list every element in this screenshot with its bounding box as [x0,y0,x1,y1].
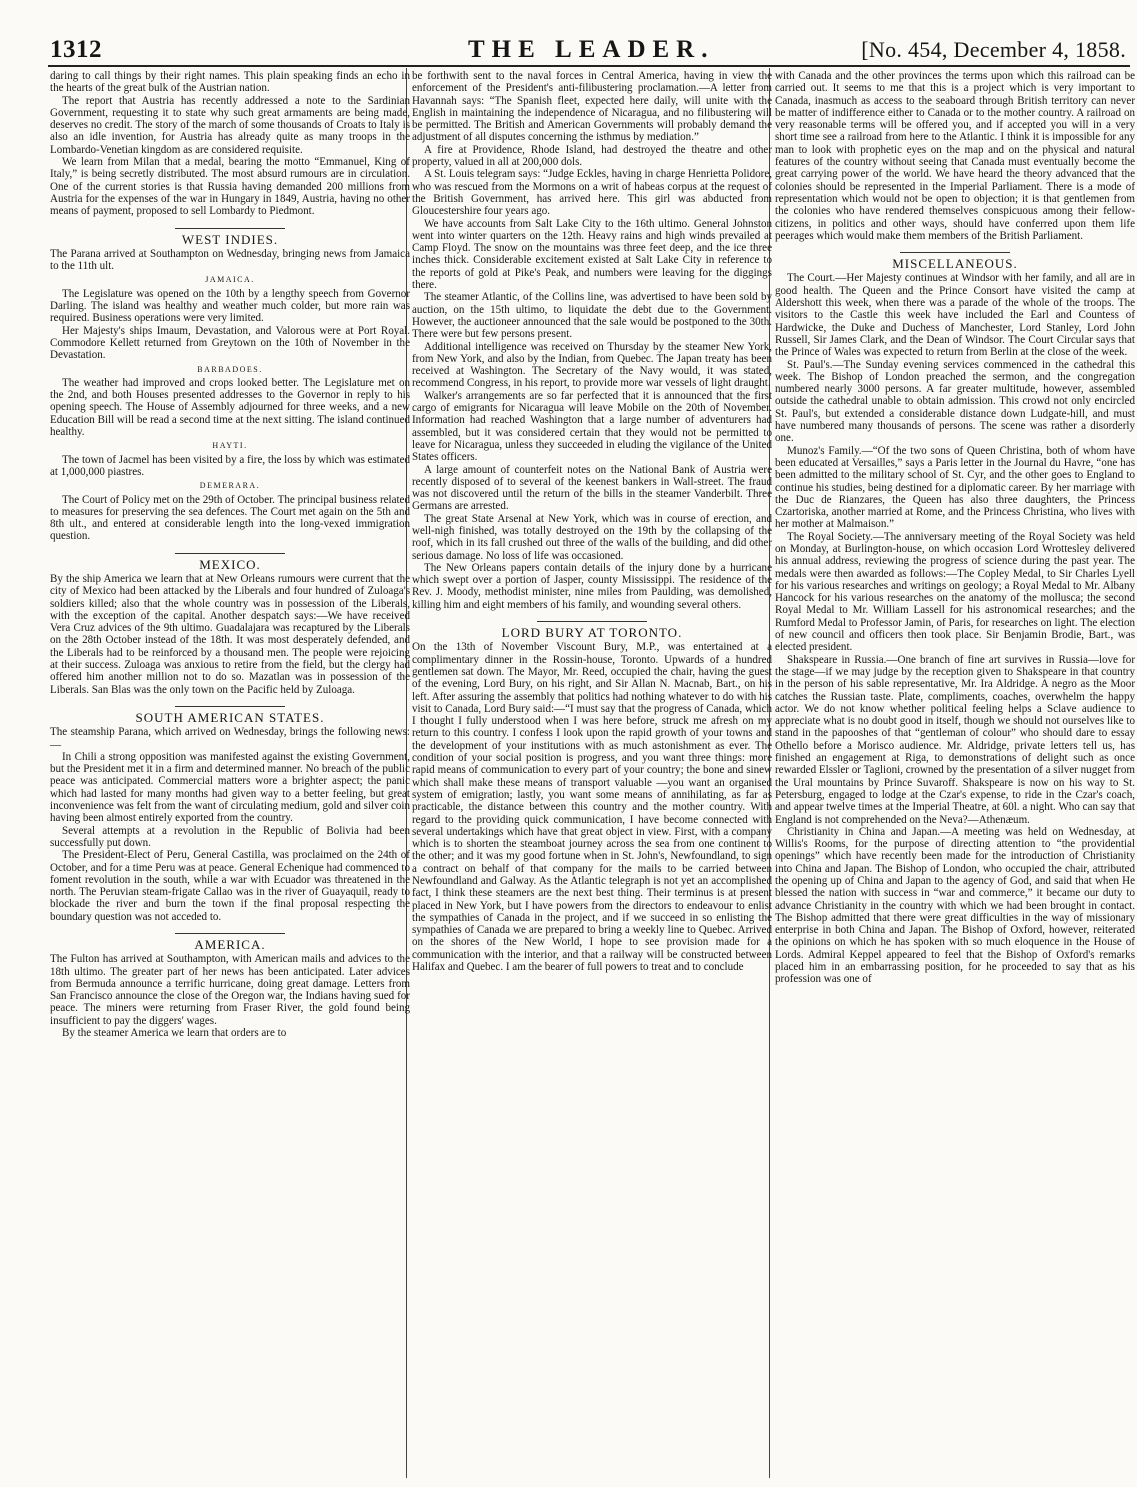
paragraph: The New Orleans papers contain details of the injury done by a hurricane which swept over a portion of Jasper, county Mississippi. The residence of the Rev. J. Moody, methodist minister, nine miles from Paulding, was demolished, killing him and eight members of his family, and wounding several others. [412,561,772,611]
subheading-barbadoes: BARBADOES. [197,364,263,374]
paragraph: with Canada and the other provinces the terms upon which this railroad can be carried out. It seems to me that this is a project which is very important to Canada, inasmuch as access to the seaboard through British territory can never be matter of indifference either to Canada or to the mother country. A railroad on very reasonable terms will be offered you, and if accepted you will in a very short time see a railroad from here to the Atlantic. I think it is impossible for any man to look with prophetic eyes on the map and on the physical and natural features of the country without seeing that Canada must eventually become the great carrying power of the world. We have heard the theory advanced that the colonies should be represented in the Imperial Parliament. There is a mode of representation which would not be open to objection; it is that gentlemen from the colonies who have rendered themselves conspicuous among their fellow-citizens, in politics and other ways, should have conferred upon them life peerages which would make them members of the British Parliament. [775,70,1135,242]
paragraph: On the 13th of November Viscount Bury, M.P., was entertained at a complimentary dinner in the Rossin-house, Toronto. Upwards of a hundred gentlemen sat down. The Mayor, Mr. Reed, occupied the chair, having the guest of the evening, Lord Bury, on his right, and Sir Allan N. Macnab, Bart., on his left. After assuring the assembly that politics had nothing whatever to do with his visit to Canada, Lord Bury said:—“I must say that the progress of Canada, which I thought I fully understood when I was here before, struck me afresh on my return to this country. I confess I look upon the rapid growth of your towns and the development of your institutions with as much astonishment as ever. The condition of your social position is progress, and you want three things: more rapid means of communication to every part of your country; the bone and sinew which shall make these means of transport valuable —you want an organised system of emigration; lastly, you want some means of annihilating, as far as practicable, the distance between this country and the mother country. With regard to the providing quick communication, I have become connected with several undertakings which have that great object in view. First, with a company which is to shorten the steamboat journey across the sea from one continent to the other; and it was my good fortune when in St. John's, Newfoundland, to sign a contract on behalf of that company for the mails to be carried between Newfoundland and Galway. As the Atlantic telegraph is not yet an accomplished fact, I think these steamers are the next best thing. Their terminus is at present placed in New York, but I have powers from the directors to endeavour to enlist the sympathies of Canada in the project, and if we succeed in so enlisting the sympathies of Canada we are prepared to bring a weekly line to Quebec. Arrived on the shores of the New World, I hope to see provision made for a communication with the interior, and that a railway will be constructed between Halifax and Quebec. I am the bearer of full powers to treat and to conclude [412,641,772,974]
section-rule [900,252,1010,253]
issue-date: [No. 454, December 4, 1858. [861,37,1126,62]
subheading-jamaica: JAMAICA. [205,275,255,285]
page-number: 1312 [50,36,102,63]
section-rule [175,706,285,707]
section-rule [175,228,285,229]
paragraph: Christianity in China and Japan.—A meeting was held on Wednesday, at Willis's Rooms, for the purpose of directing attention to “the providential openings” which have recently been made for the introduction of Christianity into China and Japan. The Bishop of London, who occupied the chair, attributed the opening up of China and Japan to the agency of God, and said that when He blessed the nation with success in “war and commerce,” it became our duty to advance Christianity in the country with which we had been brought in contact. The Bishop admitted that there were great difficulties in the way of missionary enterprise in both China and Japan. The Bishop of Oxford, however, reiterated the opinions on which he has spoken with so much eloquence in the House of Lords. Admiral Keppel appeared to feel that the Bishop of Oxford's remarks placed him in an embarrassing position, for he proceeded to say that as his profession was one of [775,825,1135,986]
paragraph: The great State Arsenal at New York, which was in course of erection, and well-nigh finished, was totally destroyed on the 19th by the collapsing of the roof, which in its fall crushed out three of the walls of the building, and did other serious damage. No loss of life was occasioned. [412,512,772,562]
paragraph: We learn from Milan that a medal, bearing the motto “Emmanuel, King of Italy,” is being secretly distributed. The most absurd rumours are in circulation. One of the current stories is that Russia having demanded 200 millions from Austria for the expenses of the war in Hungary in 1849, Austria, having no other means of payment, proposed to sell Lombardy to Piedmont. [50,156,410,218]
section-heading-america: AMERICA. [194,937,266,952]
paragraph: The Fulton has arrived at Southampton, with American mails and advices to the 18th ultimo. The greater part of her news has been anticipated. Later advices from Bermuda announce a terrific hurricane, doing great damage. Letters from San Francisco announce the close of the Oregon war, the Indians having sued for peace. The miners were returning from Fraser River, the gold found being insufficient to pay the diggers' wages. [50,953,410,1027]
section-heading-south-american-states: SOUTH AMERICAN STATES. [135,709,325,725]
page-header [48,34,1130,64]
paragraph: Munoz's Family.—“Of the two sons of Queen Christina, both of whom have been educated at Versailles,” says a Paris letter in the Journal du Havre, “one has been admitted to the military school of St. Cyr, and the other goes to England to continue his studies, being destined for a diplomatic career. By her marriage with the Duc de Rianzares, the Queen has also three daughters, the Princess Czartoriska, another married at Rome, and the Princess Christina, who lives with her mother at Malmaison.” [775,444,1135,531]
paragraph: The Parana arrived at Southampton on Wednesday, bringing news from Jamaica to the 11th ult. [50,247,410,273]
column-1 [50,70,410,1039]
paragraph: A large amount of counterfeit notes on the National Bank of Austria were recently disposed of to several of the keenest bankers in Wall-street. The fraud was not discovered until the return of the bills in the steamer Vanderbilt. Three Germans are arrested. [412,463,772,513]
paragraph: A fire at Providence, Rhode Island, had destroyed the theatre and other property, valued in all at 200,000 dols. [412,143,772,169]
paragraph: The steamer Atlantic, of the Collins line, was advertised to have been sold by auction, on the 15th ultimo, to liquidate the debt due to the Government. However, the auctioneer announced that the sale would be postponed to the 30th. There were but few persons present. [412,291,772,341]
paragraph: Walker's arrangements are so far perfected that it is announced that the first cargo of emigrants for Nicaragua will leave Mobile on the 20th of November. Information had reached Washington that a large number of adventurers had assembled, but it was considered certain that they would not be permitted to leave for Nicaragua, unless they succeeded in eluding the vigilance of the United States officers. [412,389,772,464]
section-heading-miscellaneous: MISCELLANEOUS. [892,256,1018,272]
paragraph: By the ship America we learn that at New Orleans rumours were current that the city of Mexico had been attacked by the Liberals and four hundred of Zuloaga's soldiers killed; also that the whole country was in possession of the Liberals, with the exception of the capital. Another despatch says:—We have received Vera Cruz advices of the 9th ultimo. Guadalajara was recaptured by the Liberals on the 28th October instead of the 18th. It was most desperately defended, and the Liberals had to be reinforced by a thousand men. The people were rejoicing at their success. Zuloaga was anxious to retire from the field, but the clergy had offered him another million not to do so. Mazatlan was in possession of the Liberals. San Blas was the only town on the Pacific held by Zuloaga. [50,572,410,696]
paragraph: St. Paul's.—The Sunday evening services commenced in the cathedral this week. The Bishop of London preached the sermon, and the congregation numbered nearly 3000 persons. A far greater multitude, however, assembled outside the cathedral unable to obtain admission. This crowd not only encircled St. Paul's, but extended a considerable distance down Ludgate-hill, and must have numbered many thousands of persons. The scene was rather a disorderly one. [775,358,1135,445]
paragraph: The Court of Policy met on the 29th of October. The principal business related to measures for preserving the sea defences. The Court met again on the 5th and 8th ult., and entered at considerable length into the long-vexed immigration question. [50,493,410,543]
subheading-demerara: DEMERARA. [199,481,261,491]
section-rule [537,621,647,622]
paragraph: A St. Louis telegram says: “Judge Eckles, having in charge Henrietta Polidore, who was rescued from the Mormons on a writ of habeas corpus at the request of the British Government, has arrived here. This girl was abducted from Gloucestershire four years ago. [412,168,772,218]
paragraph: The Legislature was opened on the 10th by a lengthy speech from Governor Darling. The island was healthy and weather much colder, but more rain was required. Business operations were very limited. [50,287,410,325]
paragraph: be forthwith sent to the naval forces in Central America, having in view the enforcement of the President's anti-filibustering proclamation.—A letter from Havannah says: “The Spanish fleet, expected here daily, will unite with the English in maintaining the independence of Nicaragua, and no filibustering will be permitted. The British and American Governments will probably demand the adjustment of all disputes concerning the isthmus by mediation.” [412,70,772,144]
paragraph: The town of Jacmel has been visited by a fire, the loss by which was estimated at 1,000,000 piastres. [50,453,410,478]
paragraph: daring to call things by their right names. This plain speaking finds an echo in the hearts of the great bulk of the Austrian nation. [50,70,410,95]
column-3 [775,70,1135,986]
section-heading-mexico: MEXICO. [199,556,261,572]
subheading-hayti: HAYTI. [212,441,248,451]
paragraph: By the steamer America we learn that orders are to [62,1027,287,1040]
paragraph: The report that Austria has recently addressed a note to the Sardinian Government, requesting it to state why such great armaments are being made, deserves no credit. The story of the march of some thousands of Croats to Italy is also an idle invention, for Austria has already quite as many troops in the Lombardo-Venetian kingdom as are considered requisite. [50,94,410,156]
section-heading-lord-bury: LORD BURY AT TORONTO. [501,625,683,641]
paragraph: Her Majesty's ships Imaum, Devastation, and Valorous were at Port Royal. Commodore Kellett returned from Greytown on the 10th of November in the Devastation. [50,324,410,362]
paragraph: The weather had improved and crops looked better. The Legislature met on the 2nd, and both Houses presented addresses to the Governor in reply to his opening speech. The House of Assembly adjourned for three weeks, and a new Education Bill will be read a second time at the next sitting. The island continued healthy. [50,376,410,439]
section-rule [175,553,285,554]
section-rule [175,933,285,934]
paragraph: In Chili a strong opposition was manifested against the existing Government, but the President met it in a firm and determined manner. No breach of the public peace was anticipated. Commercial matters wore a brighter aspect; the panic which had lasted for many months had given way to a better feeling, but great inconvenience was felt from the want of circulating medium, gold and silver coin having been almost entirely exported from the country. [50,750,410,825]
paragraph: Additional intelligence was received on Thursday by the steamer New York, from New York, and also by the Indian, from Quebec. The Japan treaty has been received at Washington. The Secretary of the Navy would, it was stated, recommend Congress, in his report, to provide more war vessels of light draught. [412,340,772,390]
paragraph: The steamship Parana, which arrived on Wednesday, brings the following news:— [50,726,410,751]
paragraph: The President-Elect of Peru, General Castilla, was proclaimed on the 24th of October, and for a time Peru was at peace. General Echenique had commenced to foment revolution in the south, while a war with Ecuador was threatened in the north. The Peruvian steam-frigate Callao was in the river of Guayaquil, ready to blockade the river and burn the town if the final proposal respecting the boundary question was not acceded to. [50,849,410,923]
paragraph: The Court.—Her Majesty continues at Windsor with her family, and all are in good health. The Queen and the Prince Consort have visited the camp at Aldershott this week, when there was a parade of the whole of the troops. The visitors to the Castle this week have included the Earl and Countess of Hardwicke, the Duke and Duchess of Manchester, Lord Stanley, Lord John Russell, Sir James Clark, and the Dean of Windsor. The Court Circular says that the Prince of Wales was expected to return from Berlin at the close of the week. [775,272,1135,359]
paragraph: Several attempts at a revolution in the Republic of Bolivia had been successfully put down. [50,824,410,849]
newspaper-title: THE LEADER. [468,36,715,63]
section-heading-west-indies: WEST INDIES. [181,231,279,247]
header-rule [48,65,1130,67]
column-2 [412,70,772,973]
paragraph: The Royal Society.—The anniversary meeting of the Royal Society was held on Monday, at Burlington-house, on which occasion Lord Wrottesley delivered his annual address, reviewing the progress of science during the past year. The medals were then awarded as follows:—The Copley Medal, to Sir Charles Lyell for his various researches and writings on geology; a Royal Medal to Mr. Albany Hancock for his various researches on the anatomy of the mollusca; the second Royal Medal to Mr. William Lassell for his astronomical researches; and the Rumford Medal to Professor Jamin, of Paris, for researches on light. The election of new council and officers then took place. Sir Benjamin Brodie, Bart., was elected president. [775,530,1135,654]
paragraph: We have accounts from Salt Lake City to the 16th ultimo. General Johnston went into winter quarters on the 12th. Heavy rains and high winds prevailed at Camp Floyd. The snow on the mountains was three feet deep, and the ice three inches thick. Considerable excitement existed at Salt Lake City in reference to the reports of gold at Pike's Peak, and numbers were leaving for the diggings there. [412,217,772,292]
paragraph: Shakspeare in Russia.—One branch of fine art survives in Russia—love for the stage—if we may judge by the reception given to Shakspeare in that country in the person of his sable representative, Mr. Ira Aldridge. A negro as the Moor catches the Russian taste. Plate, compliments, coaches, overwhelm the happy actor. We do not know whether political feeling helps a Sclave audience to appreciate what is no doubt good in itself, though we should not ourselves like to stand in the papooshes of that “gentleman of colour” who should dare to essay Othello before a Morisco audience. Mr. Aldridge, private letters tell us, has finished an engagement at Riga, to demonstrations of delight such as once rewarded Elssler or Taglioni, crowned by the presentation of a silver nugget from the Ural mountains by Prince Suvaroff. Shakspeare is now on his way to St. Petersburg, engaged to lodge at the Czar's expense, to ride in the Czar's coach, and appear twelve times at the Imperial Theatre, at 60l. a night. Who can say that England is not comprehended on the Neva?—Athenæum. [775,653,1135,826]
